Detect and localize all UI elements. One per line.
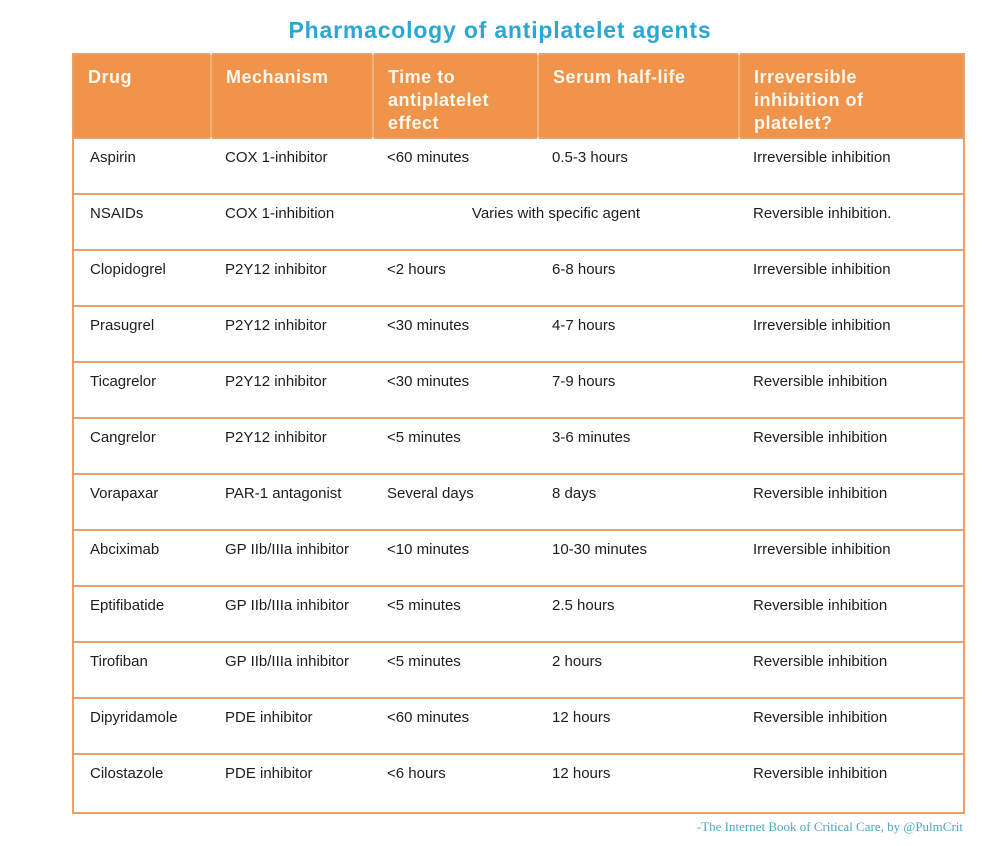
cell-serum-half-life: 2.5 hours [538,586,739,642]
column-header-drug [73,54,211,138]
cell-drug: Ticagrelor [73,362,211,418]
cell-serum-half-life: 3-6 minutes [538,418,739,474]
cell-inhibition: Irreversible inhibition [739,306,964,362]
table-header [73,54,964,138]
cell-mechanism: PDE inhibitor [211,754,373,813]
table-row [73,306,964,362]
cell-drug: Cilostazole [73,754,211,813]
cell-time-to-effect: <30 minutes [373,306,538,362]
cell-time-to-effect: <30 minutes [373,362,538,418]
column-header-label: Drug [88,67,132,87]
cell-serum-half-life: 4-7 hours [538,306,739,362]
column-header-time [373,54,538,138]
cell-inhibition: Reversible inhibition [739,754,964,813]
cell-time-to-effect: <60 minutes [373,698,538,754]
cell-mechanism: GP IIb/IIIa inhibitor [211,642,373,698]
cell-inhibition: Reversible inhibition [739,586,964,642]
cell-mechanism: GP IIb/IIIa inhibitor [211,530,373,586]
cell-time-to-effect: <5 minutes [373,642,538,698]
column-header-inhibition [739,54,964,138]
cell-serum-half-life: 2 hours [538,642,739,698]
cell-serum-half-life: 12 hours [538,698,739,754]
cell-time-to-effect: <5 minutes [373,418,538,474]
cell-inhibition: Reversible inhibition [739,362,964,418]
table-row [73,474,964,530]
page-title: Pharmacology of antiplatelet agents [288,17,712,43]
cell-serum-half-life: 10-30 minutes [538,530,739,586]
table-row [73,418,964,474]
cell-drug: Tirofiban [73,642,211,698]
pharmacology-table [72,53,965,814]
cell-drug: Eptifibatide [73,586,211,642]
table-row [73,138,964,194]
cell-mechanism: GP IIb/IIIa inhibitor [211,586,373,642]
cell-time-to-effect: <2 hours [373,250,538,306]
cell-drug: Vorapaxar [73,474,211,530]
cell-mechanism: P2Y12 inhibitor [211,250,373,306]
cell-inhibition: Irreversible inhibition [739,530,964,586]
cell-time-to-effect: <10 minutes [373,530,538,586]
table-container [72,53,963,814]
cell-drug: NSAIDs [73,194,211,250]
cell-merged-note: Varies with specific agent [373,194,739,250]
column-header-label: Serum half-life [553,67,686,87]
cell-drug: Clopidogrel [73,250,211,306]
cell-mechanism: P2Y12 inhibitor [211,418,373,474]
table-row [73,250,964,306]
table-row [73,586,964,642]
column-header-label: Time to antiplatelet effect [388,67,490,134]
table-body [73,138,964,813]
cell-mechanism: PAR-1 antagonist [211,474,373,530]
table-row [73,754,964,813]
cell-time-to-effect: <5 minutes [373,586,538,642]
table-row [73,642,964,698]
table-header-row [73,54,964,138]
cell-mechanism: COX 1-inhibitor [211,138,373,194]
column-header-mechanism [211,54,373,138]
table-row [73,530,964,586]
cell-inhibition: Reversible inhibition [739,418,964,474]
cell-time-to-effect: Several days [373,474,538,530]
cell-mechanism: COX 1-inhibition [211,194,373,250]
cell-drug: Aspirin [73,138,211,194]
cell-drug: Dipyridamole [73,698,211,754]
cell-time-to-effect: <6 hours [373,754,538,813]
cell-inhibition: Irreversible inhibition [739,138,964,194]
cell-inhibition: Irreversible inhibition [739,250,964,306]
cell-inhibition: Reversible inhibition. [739,194,964,250]
cell-serum-half-life: 0.5-3 hours [538,138,739,194]
column-header-half_life [538,54,739,138]
table-row [73,362,964,418]
cell-drug: Cangrelor [73,418,211,474]
cell-serum-half-life: 7-9 hours [538,362,739,418]
cell-drug: Prasugrel [73,306,211,362]
cell-inhibition: Reversible inhibition [739,642,964,698]
cell-inhibition: Reversible inhibition [739,474,964,530]
table-row [73,698,964,754]
cell-serum-half-life: 8 days [538,474,739,530]
cell-mechanism: P2Y12 inhibitor [211,306,373,362]
column-header-label: Mechanism [226,67,329,87]
credit-line: -The Internet Book of Critical Care, by @PulmCrit [696,819,963,834]
cell-inhibition: Reversible inhibition [739,698,964,754]
cell-drug: Abciximab [73,530,211,586]
cell-serum-half-life: 6-8 hours [538,250,739,306]
table-row [73,194,964,250]
cell-mechanism: P2Y12 inhibitor [211,362,373,418]
cell-mechanism: PDE inhibitor [211,698,373,754]
cell-serum-half-life: 12 hours [538,754,739,813]
column-header-label: Irreversible inhibition of platelet? [754,67,864,134]
cell-time-to-effect: <60 minutes [373,138,538,194]
